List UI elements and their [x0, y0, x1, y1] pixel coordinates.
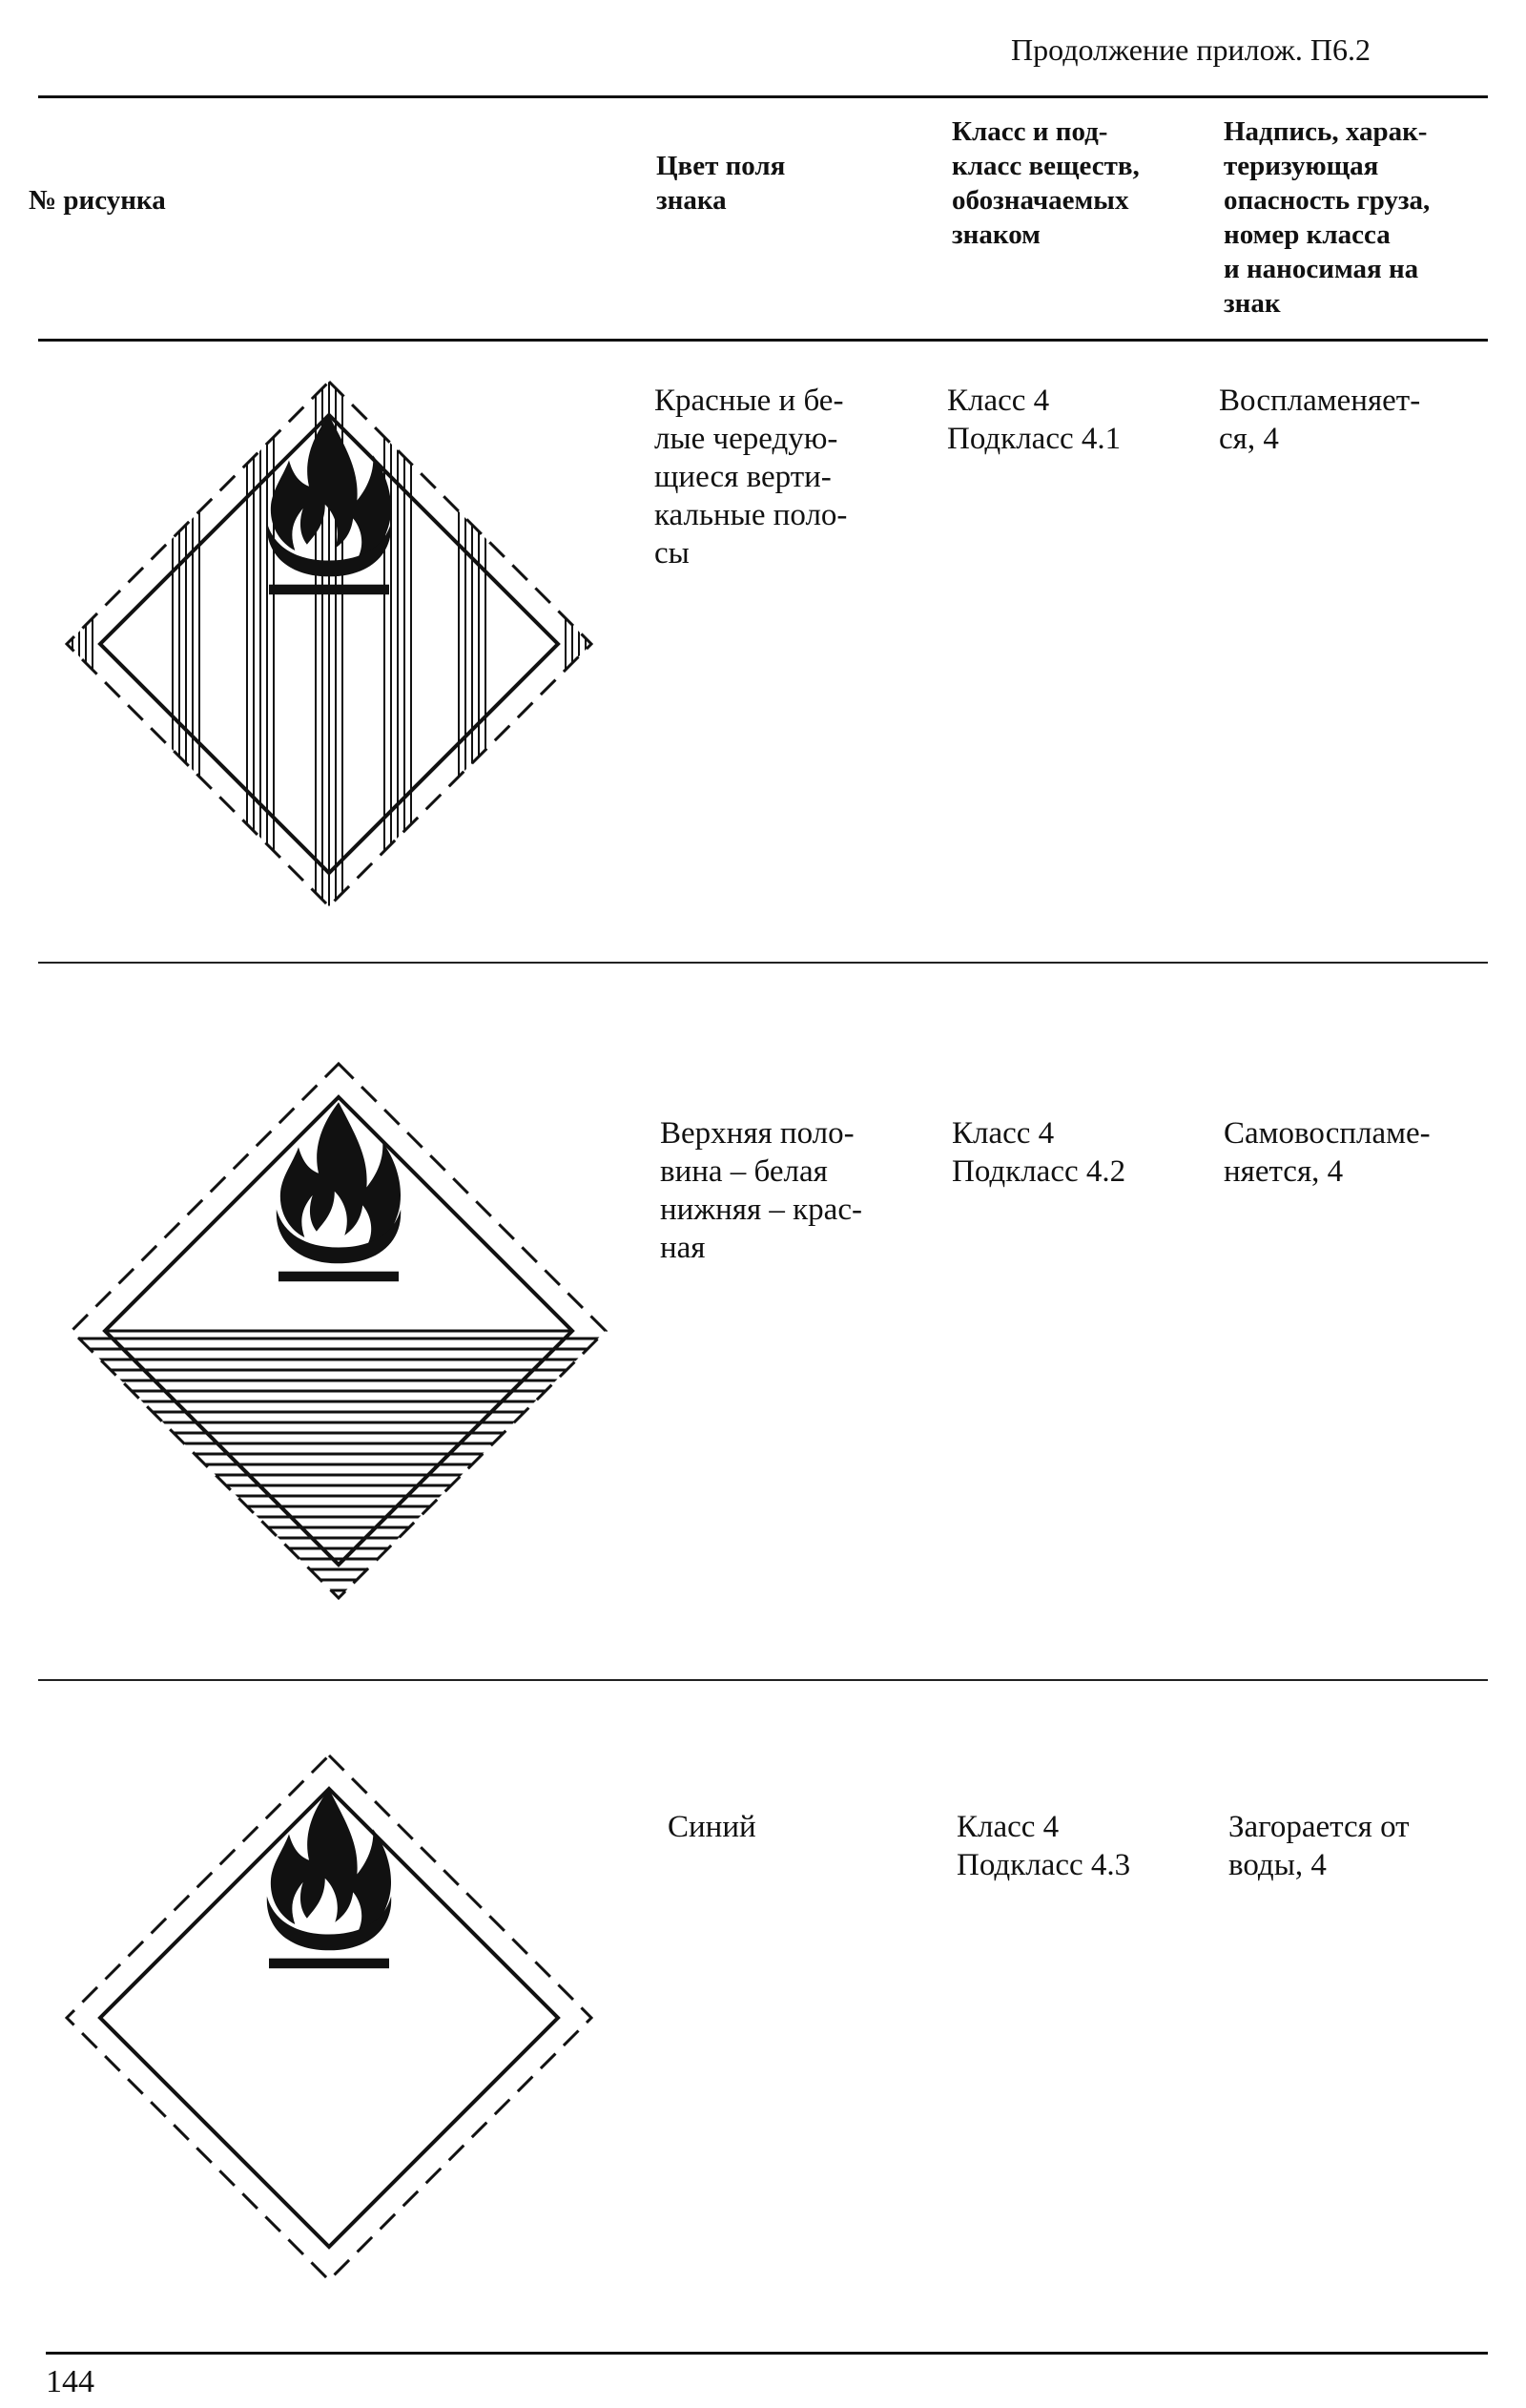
col-header-figure-number: № рисунка: [29, 185, 166, 216]
row-1-field-color: Красные и бе- лые чередую- щиеся верти- кальные поло- сы: [654, 384, 848, 571]
row-3-field-color: Синий: [668, 1810, 756, 1844]
continuation-note: Продолжение прилож. П6.2: [1011, 32, 1371, 67]
table-header-rule: [38, 339, 1488, 342]
flame-icon: [267, 415, 391, 594]
page-number: 144: [46, 2364, 94, 2399]
table-top-rule: [38, 95, 1488, 98]
row-2-field-color: Верхняя поло- вина – белая нижняя – крас- ная: [660, 1116, 862, 1265]
col-header-class: Класс и под- класс веществ, обозначаемых знаком: [952, 116, 1140, 250]
row-2-class: Класс 4 Подкласс 4.2: [952, 1116, 1126, 1189]
hazard-sign-4-3: [52, 1746, 606, 2290]
hazard-sign-4-2: [62, 1059, 615, 1603]
row-3-inscription: Загорается от воды, 4: [1228, 1810, 1410, 1882]
horizontal-stripes: [62, 1339, 615, 1590]
col-header-field-color: Цвет поля знака: [656, 151, 786, 216]
flame-icon: [267, 1789, 391, 1968]
row-divider-2: [38, 1679, 1488, 1681]
row-1-inscription: Воспламеняет- ся, 4: [1219, 384, 1421, 456]
row-2-inscription: Самовоспламе- няется, 4: [1224, 1116, 1431, 1189]
row-1-class: Класс 4 Подкласс 4.1: [947, 384, 1122, 456]
flame-icon: [277, 1102, 401, 1281]
row-divider-1: [38, 962, 1488, 964]
page-bottom-rule: [46, 2352, 1488, 2355]
col-header-inscription: Надпись, харак- теризующая опасность груза, номер класса и наносимая на знак: [1224, 116, 1431, 319]
row-3-class: Класс 4 Подкласс 4.3: [957, 1810, 1131, 1882]
hazard-sign-4-1: [52, 372, 606, 916]
